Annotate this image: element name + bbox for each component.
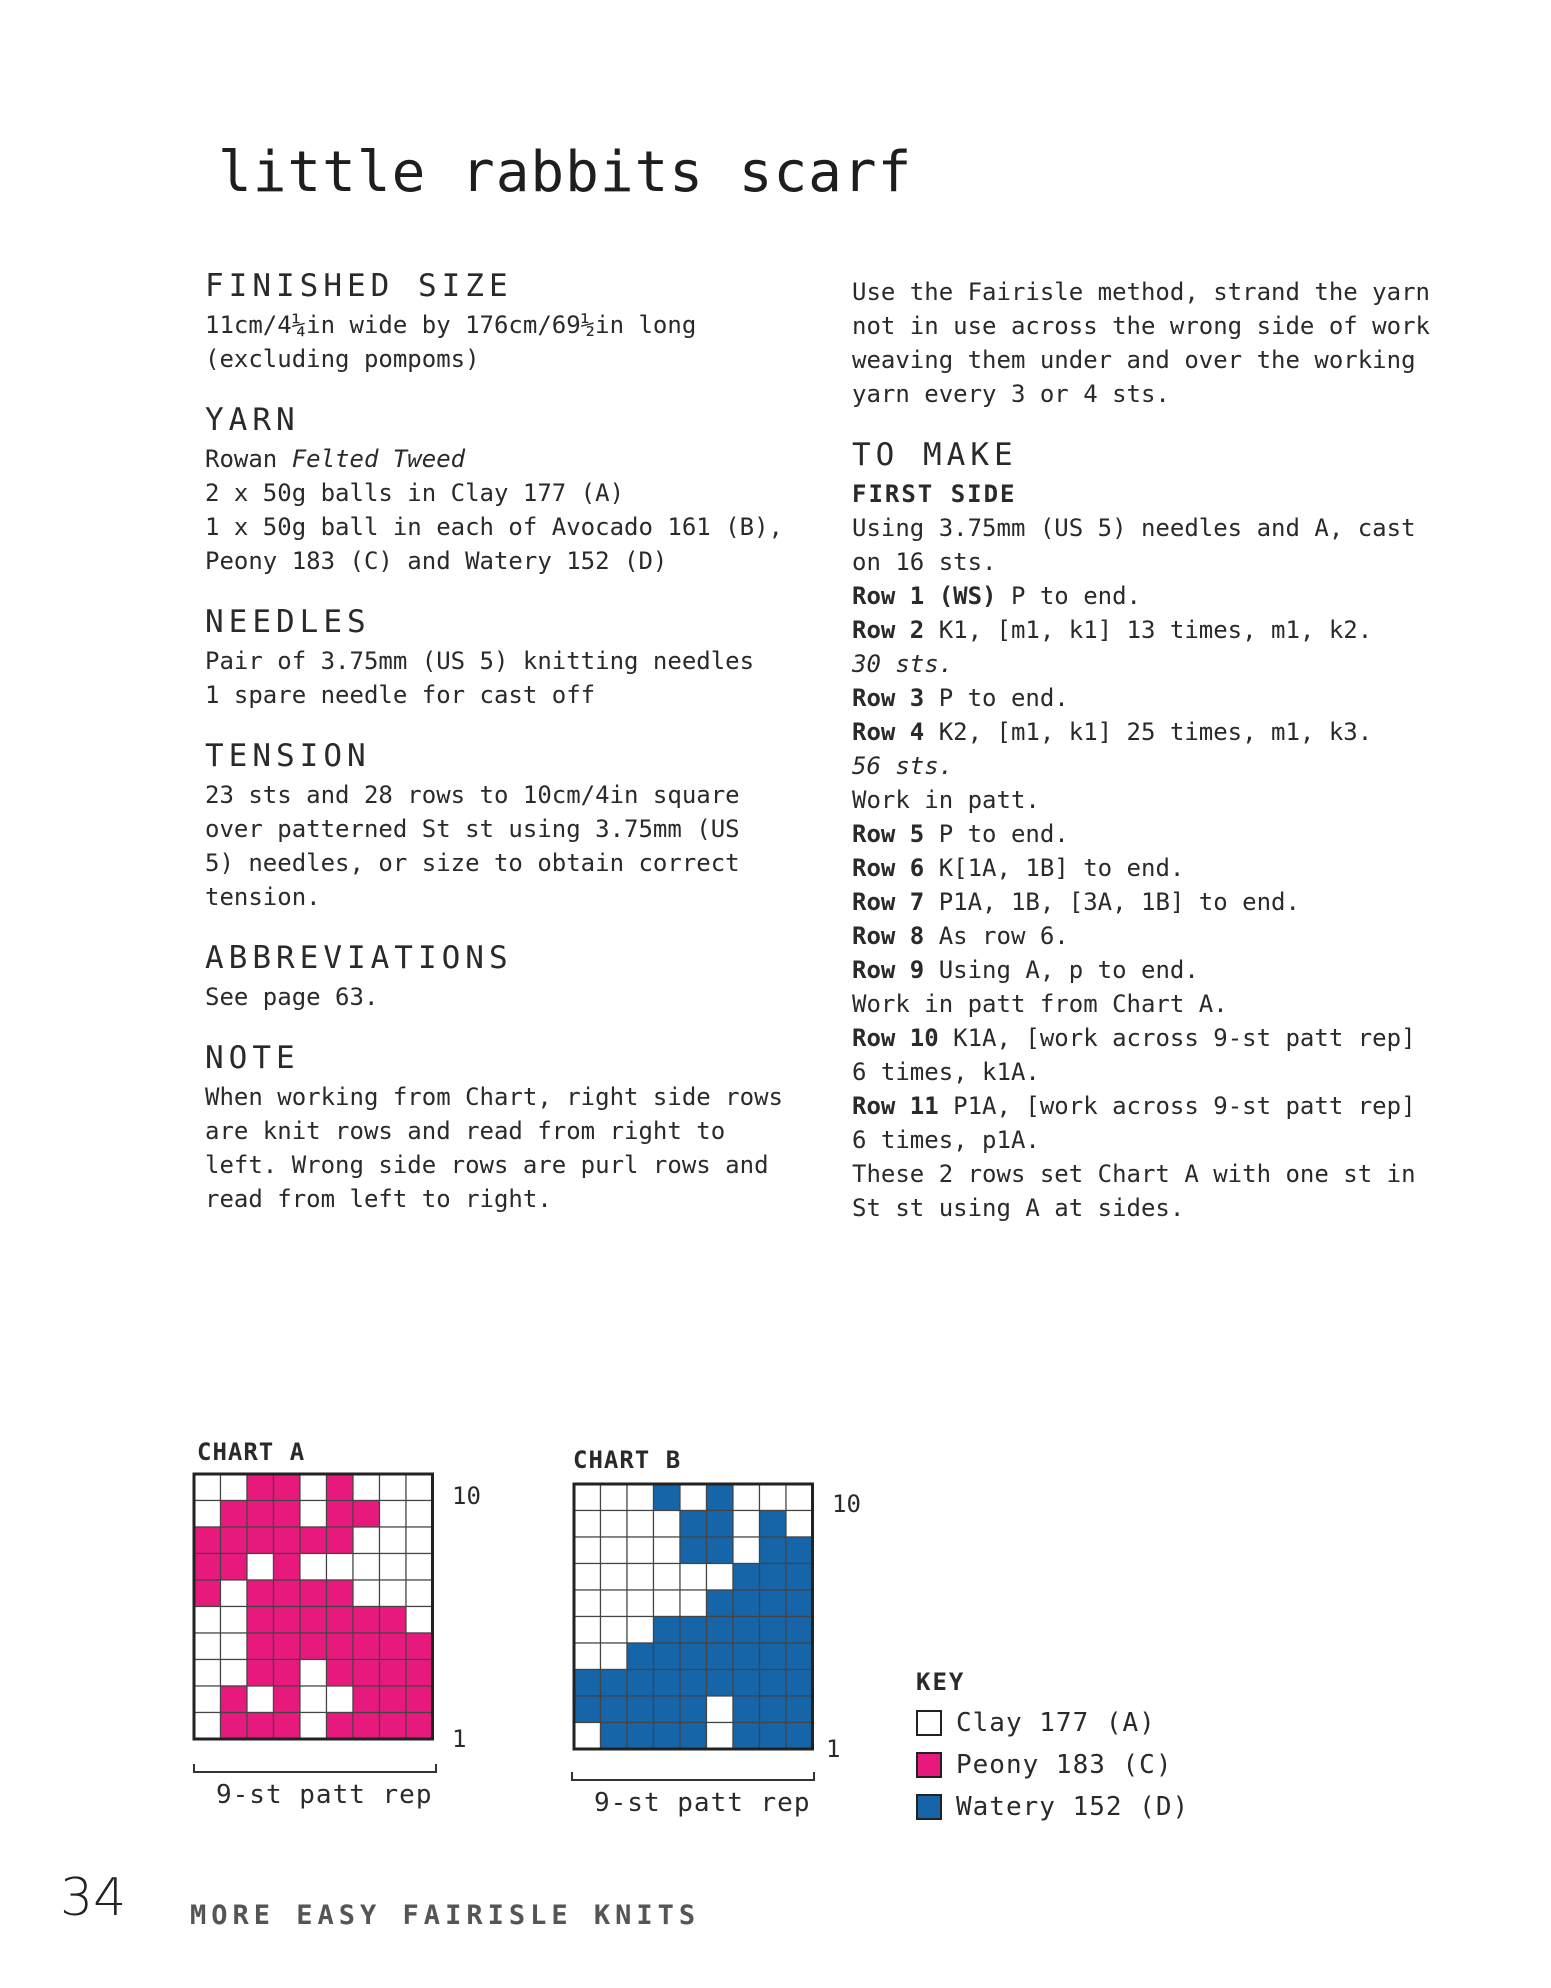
finished-size-line: (excluding pompoms): [205, 345, 480, 373]
chart-cell: [707, 1484, 734, 1511]
chart-cell: [327, 1527, 354, 1554]
row-text: P1A, [work across 9-st patt rep]: [938, 1092, 1416, 1120]
chart-b-top-row-number: 10: [832, 1490, 861, 1518]
row-label: Row 2: [852, 616, 925, 644]
chart-a-repeat-label: 9-st patt rep: [216, 1780, 433, 1810]
chart-cell: [406, 1501, 433, 1528]
chart-a-label: CHART A: [197, 1438, 306, 1466]
chart-cell: [353, 1527, 380, 1554]
chart-cell: [247, 1527, 274, 1554]
chart-cell: [760, 1590, 787, 1617]
chart-a-cells: [194, 1474, 433, 1739]
row-label: Row 5: [852, 820, 925, 848]
clay-swatch: [916, 1710, 942, 1736]
chart-b-grid: [572, 1482, 842, 1792]
chart-cell: [760, 1511, 787, 1538]
peony-swatch: [916, 1752, 942, 1778]
instruction-row-11-cont: 6 times, p1A.: [852, 1126, 1040, 1154]
chart-cell: [601, 1484, 628, 1511]
chart-cell: [786, 1590, 813, 1617]
chart-cell: [353, 1633, 380, 1660]
chart-cell: [654, 1696, 681, 1723]
chart-cell: [601, 1670, 628, 1697]
row-text: K[1A, 1B] to end.: [924, 854, 1185, 882]
chart-cell: [327, 1501, 354, 1528]
chart-cell: [194, 1607, 221, 1634]
first-side-subheading: FIRST SIDE: [852, 480, 1017, 508]
chart-cell: [654, 1537, 681, 1564]
chart-cell: [627, 1511, 654, 1538]
instruction-row-8: [852, 919, 1492, 953]
chart-cell: [574, 1564, 601, 1591]
chart-cell: [707, 1564, 734, 1591]
chart-cell: [680, 1511, 707, 1538]
chart-cell: [327, 1686, 354, 1713]
chart-cell: [327, 1580, 354, 1607]
chart-cell: [380, 1633, 407, 1660]
row-text: K1A, [work across 9-st patt rep]: [938, 1024, 1416, 1052]
chart-cell: [380, 1527, 407, 1554]
instruction-row-1: [852, 579, 1492, 613]
chart-cell: [654, 1484, 681, 1511]
chart-cell: [601, 1564, 628, 1591]
chart-cell: [221, 1474, 248, 1501]
chart-cell: [707, 1696, 734, 1723]
chart-cell: [627, 1723, 654, 1750]
chart-cell: [786, 1617, 813, 1644]
row-text: As row 6.: [924, 922, 1069, 950]
chart-cell: [247, 1501, 274, 1528]
row-label: Row 10: [852, 1024, 939, 1052]
chart-cell: [680, 1484, 707, 1511]
chart-cell: [654, 1643, 681, 1670]
chart-cell: [574, 1643, 601, 1670]
chart-cell: [406, 1607, 433, 1634]
chart-cell: [274, 1554, 301, 1581]
bracket-line: [572, 1772, 814, 1780]
chart-cell: [300, 1660, 327, 1687]
chart-cell: [574, 1670, 601, 1697]
chart-cell: [327, 1660, 354, 1687]
yarn-line: 1 x 50g ball in each of Avocado 161 (B),: [205, 513, 783, 541]
chart-cell: [733, 1590, 760, 1617]
yarn-section: [205, 402, 825, 578]
page-number: 34: [60, 1868, 127, 1928]
chart-cell: [274, 1660, 301, 1687]
chart-cell: [300, 1474, 327, 1501]
row-label: Row 11: [852, 1092, 939, 1120]
chart-cell: [327, 1607, 354, 1634]
chart-cell: [221, 1501, 248, 1528]
chart-cell: [380, 1713, 407, 1740]
chart-cell: [574, 1537, 601, 1564]
chart-cell: [760, 1484, 787, 1511]
chart-cell: [733, 1484, 760, 1511]
chart-cell: [221, 1607, 248, 1634]
tension-section: [205, 738, 825, 914]
yarn-brand-name: Rowan: [205, 445, 292, 473]
chart-cell: [194, 1660, 221, 1687]
chart-cell: [194, 1713, 221, 1740]
chart-cell: [760, 1670, 787, 1697]
chart-cell: [327, 1713, 354, 1740]
chart-cell: [221, 1554, 248, 1581]
chart-cell: [680, 1670, 707, 1697]
chart-cell: [406, 1713, 433, 1740]
chart-cell: [574, 1511, 601, 1538]
chart-cell: [353, 1660, 380, 1687]
finished-size-heading: FINISHED SIZE: [205, 268, 513, 304]
chart-cell: [221, 1686, 248, 1713]
chart-cell: [680, 1564, 707, 1591]
yarn-line: 2 x 50g balls in Clay 177 (A): [205, 479, 625, 507]
chart-cell: [733, 1511, 760, 1538]
row-text: Using A, p to end.: [924, 956, 1199, 984]
chart-a-bottom-row-number: 1: [452, 1725, 467, 1753]
finished-size-line: 11cm/4¼in wide by 176cm/69½in long: [205, 311, 697, 339]
chart-cell: [353, 1474, 380, 1501]
chart-cell: [194, 1633, 221, 1660]
row-text: P to end.: [924, 820, 1069, 848]
needles-line: 1 spare needle for cast off: [205, 681, 596, 709]
row-text: P1A, 1B, [3A, 1B] to end.: [924, 888, 1300, 916]
abbreviations-line: See page 63.: [205, 983, 379, 1011]
chart-b-repeat-label: 9-st patt rep: [594, 1788, 811, 1818]
instruction-row-10-cont: 6 times, k1A.: [852, 1058, 1040, 1086]
closing-line: St st using A at sides.: [852, 1194, 1185, 1222]
chart-cell: [574, 1484, 601, 1511]
key-item-peony: [916, 1744, 1189, 1786]
key-item-clay: [916, 1702, 1189, 1744]
chart-cell: [380, 1686, 407, 1713]
chart-cell: [601, 1511, 628, 1538]
chart-cell: [733, 1617, 760, 1644]
intro-line: not in use across the wrong side of work: [852, 312, 1430, 340]
chart-cell: [221, 1527, 248, 1554]
tension-line: 23 sts and 28 rows to 10cm/4in square: [205, 781, 740, 809]
chart-cell: [574, 1723, 601, 1750]
chart-cell: [194, 1686, 221, 1713]
chart-cell: [353, 1686, 380, 1713]
chart-cell: [627, 1670, 654, 1697]
chart-cell: [221, 1713, 248, 1740]
chart-cell: [786, 1564, 813, 1591]
chart-cell: [406, 1686, 433, 1713]
yarn-heading: YARN: [205, 402, 300, 438]
chart-cell: [786, 1643, 813, 1670]
chart-b-cells: [574, 1484, 813, 1749]
left-column: [205, 268, 825, 1242]
chart-cell: [274, 1527, 301, 1554]
note-line: When working from Chart, right side rows: [205, 1083, 783, 1111]
chart-cell: [380, 1474, 407, 1501]
chart-cell: [406, 1474, 433, 1501]
key-item-label: Peony 183 (C): [956, 1750, 1173, 1780]
watery-swatch: [916, 1794, 942, 1820]
row-label: Row 9: [852, 956, 925, 984]
chart-cell: [654, 1511, 681, 1538]
key-item-watery: [916, 1786, 1189, 1828]
needles-heading: NEEDLES: [205, 604, 371, 640]
chart-cell: [707, 1670, 734, 1697]
closing-line: These 2 rows set Chart A with one st in: [852, 1160, 1416, 1188]
chart-cell: [247, 1607, 274, 1634]
intro-line: Use the Fairisle method, strand the yarn: [852, 278, 1430, 306]
chart-cell: [760, 1617, 787, 1644]
chart-cell: [786, 1511, 813, 1538]
chart-cell: [760, 1564, 787, 1591]
chart-cell: [406, 1554, 433, 1581]
chart-cell: [406, 1527, 433, 1554]
chart-cell: [194, 1527, 221, 1554]
chart-cell: [760, 1696, 787, 1723]
instruction-row-5: [852, 817, 1492, 851]
row-label: Row 1 (WS): [852, 582, 997, 610]
chart-cell: [300, 1633, 327, 1660]
key-item-label: Clay 177 (A): [956, 1708, 1156, 1738]
chart-cell: [380, 1580, 407, 1607]
tension-heading: TENSION: [205, 738, 371, 774]
chart-cell: [274, 1474, 301, 1501]
instruction-row-6: [852, 851, 1492, 885]
note-line: read from left to right.: [205, 1185, 552, 1213]
chart-cell: [601, 1643, 628, 1670]
work-in-patt: Work in patt.: [852, 786, 1040, 814]
intro-line: yarn every 3 or 4 sts.: [852, 380, 1170, 408]
chart-cell: [300, 1501, 327, 1528]
yarn-brand: [205, 442, 825, 476]
chart-cell: [327, 1633, 354, 1660]
chart-cell: [194, 1501, 221, 1528]
chart-cell: [194, 1474, 221, 1501]
tension-line: tension.: [205, 883, 321, 911]
chart-cell: [680, 1723, 707, 1750]
chart-cell: [300, 1527, 327, 1554]
instruction-row-10: [852, 1021, 1492, 1055]
chart-cell: [574, 1617, 601, 1644]
chart-cell: [786, 1537, 813, 1564]
chart-cell: [574, 1696, 601, 1723]
to-make-heading: TO MAKE: [852, 437, 1018, 473]
finished-size-section: [205, 268, 825, 376]
chart-cell: [601, 1590, 628, 1617]
chart-cell: [786, 1696, 813, 1723]
chart-cell: [654, 1723, 681, 1750]
chart-cell: [300, 1580, 327, 1607]
chart-cell: [680, 1537, 707, 1564]
chart-cell: [247, 1660, 274, 1687]
chart-a-repeat-bracket: [192, 1762, 442, 1778]
chart-cell: [786, 1723, 813, 1750]
intro-section: [852, 275, 1492, 411]
chart-cell: [707, 1723, 734, 1750]
chart-cell: [601, 1723, 628, 1750]
chart-b-repeat-bracket: [570, 1770, 820, 1786]
instruction-row-7: [852, 885, 1492, 919]
chart-cell: [406, 1633, 433, 1660]
chart-cell: [707, 1511, 734, 1538]
note-section: [205, 1040, 825, 1216]
page-title: little rabbits scarf: [218, 140, 913, 205]
chart-cell: [353, 1554, 380, 1581]
note-heading: NOTE: [205, 1040, 300, 1076]
chart-cell: [707, 1590, 734, 1617]
chart-cell: [627, 1617, 654, 1644]
chart-cell: [247, 1633, 274, 1660]
needles-section: [205, 604, 825, 712]
chart-cell: [274, 1686, 301, 1713]
chart-cell: [654, 1564, 681, 1591]
chart-cell: [194, 1580, 221, 1607]
row-text: P to end.: [924, 684, 1069, 712]
chart-cell: [221, 1580, 248, 1607]
chart-cell: [733, 1670, 760, 1697]
chart-cell: [627, 1537, 654, 1564]
row-label: Row 6: [852, 854, 925, 882]
chart-cell: [654, 1670, 681, 1697]
chart-cell: [627, 1484, 654, 1511]
chart-cell: [786, 1670, 813, 1697]
chart-cell: [733, 1537, 760, 1564]
chart-cell: [680, 1590, 707, 1617]
chart-cell: [601, 1617, 628, 1644]
row-label: Row 4: [852, 718, 925, 746]
key-title: KEY: [916, 1668, 966, 1696]
chart-cell: [274, 1713, 301, 1740]
to-make-section: [852, 437, 1492, 1225]
note-line: are knit rows and read from right to: [205, 1117, 726, 1145]
chart-cell: [353, 1580, 380, 1607]
chart-cell: [274, 1580, 301, 1607]
chart-cell: [353, 1607, 380, 1634]
yarn-name: Felted Tweed: [291, 445, 466, 473]
instruction-row-4: [852, 715, 1492, 749]
chart-cell: [300, 1686, 327, 1713]
chart-cell: [221, 1660, 248, 1687]
chart-cell: [680, 1696, 707, 1723]
abbreviations-section: [205, 940, 825, 1014]
stitch-count: 56 sts.: [852, 752, 954, 780]
chart-cell: [300, 1607, 327, 1634]
chart-cell: [380, 1554, 407, 1581]
stitch-count: 30 sts.: [852, 650, 954, 678]
chart-cell: [786, 1484, 813, 1511]
yarn-line: Peony 183 (C) and Watery 152 (D): [205, 547, 668, 575]
chart-cell: [707, 1643, 734, 1670]
chart-cell: [733, 1696, 760, 1723]
chart-cell: [327, 1474, 354, 1501]
cast-on-line: on 16 sts.: [852, 548, 997, 576]
chart-cell: [247, 1554, 274, 1581]
chart-cell: [574, 1590, 601, 1617]
chart-cell: [760, 1643, 787, 1670]
chart-cell: [760, 1537, 787, 1564]
chart-cell: [406, 1660, 433, 1687]
instruction-row-11: [852, 1089, 1492, 1123]
chart-b-bottom-row-number: 1: [826, 1735, 841, 1763]
chart-cell: [627, 1564, 654, 1591]
tension-line: over patterned St st using 3.75mm (US: [205, 815, 740, 843]
cast-on-line: Using 3.75mm (US 5) needles and A, cast: [852, 514, 1416, 542]
running-title: MORE EASY FAIRISLE KNITS: [190, 1900, 701, 1931]
chart-cell: [380, 1501, 407, 1528]
chart-cell: [627, 1643, 654, 1670]
chart-cell: [327, 1554, 354, 1581]
chart-cell: [654, 1590, 681, 1617]
chart-cell: [707, 1537, 734, 1564]
instruction-row-9: [852, 953, 1492, 987]
chart-cell: [274, 1633, 301, 1660]
note-line: left. Wrong side rows are purl rows and: [205, 1151, 769, 1179]
needles-line: Pair of 3.75mm (US 5) knitting needles: [205, 647, 755, 675]
work-from-chart: Work in patt from Chart A.: [852, 990, 1228, 1018]
chart-cell: [733, 1723, 760, 1750]
key: [916, 1668, 1189, 1828]
chart-cell: [680, 1643, 707, 1670]
chart-cell: [627, 1590, 654, 1617]
chart-cell: [380, 1607, 407, 1634]
chart-a-grid: [192, 1472, 462, 1782]
chart-cell: [353, 1501, 380, 1528]
chart-cell: [247, 1713, 274, 1740]
chart-cell: [380, 1660, 407, 1687]
chart-cell: [406, 1580, 433, 1607]
row-text: K2, [m1, k1] 25 times, m1, k3.: [924, 718, 1373, 746]
row-text: P to end.: [996, 582, 1141, 610]
chart-cell: [247, 1580, 274, 1607]
row-label: Row 3: [852, 684, 925, 712]
chart-b-label: CHART B: [573, 1446, 682, 1474]
tension-line: 5) needles, or size to obtain correct: [205, 849, 740, 877]
row-text: K1, [m1, k1] 13 times, m1, k2.: [924, 616, 1373, 644]
chart-cell: [274, 1607, 301, 1634]
chart-cell: [627, 1696, 654, 1723]
chart-cell: [654, 1617, 681, 1644]
bracket-line: [194, 1764, 436, 1772]
chart-cell: [247, 1474, 274, 1501]
chart-cell: [733, 1643, 760, 1670]
row-label: Row 7: [852, 888, 925, 916]
chart-cell: [353, 1713, 380, 1740]
chart-cell: [274, 1501, 301, 1528]
intro-line: weaving them under and over the working: [852, 346, 1416, 374]
chart-cell: [760, 1723, 787, 1750]
instruction-row-2: [852, 613, 1492, 647]
chart-cell: [680, 1617, 707, 1644]
key-item-label: Watery 152 (D): [956, 1792, 1190, 1822]
abbreviations-heading: ABBREVIATIONS: [205, 940, 513, 976]
instruction-row-3: [852, 681, 1492, 715]
chart-cell: [733, 1564, 760, 1591]
chart-cell: [601, 1537, 628, 1564]
right-column: [852, 275, 1492, 1251]
chart-cell: [601, 1696, 628, 1723]
chart-cell: [194, 1554, 221, 1581]
chart-cell: [300, 1713, 327, 1740]
chart-cell: [707, 1617, 734, 1644]
chart-a-top-row-number: 10: [452, 1482, 481, 1510]
row-label: Row 8: [852, 922, 925, 950]
chart-cell: [300, 1554, 327, 1581]
chart-cell: [221, 1633, 248, 1660]
chart-cell: [247, 1686, 274, 1713]
